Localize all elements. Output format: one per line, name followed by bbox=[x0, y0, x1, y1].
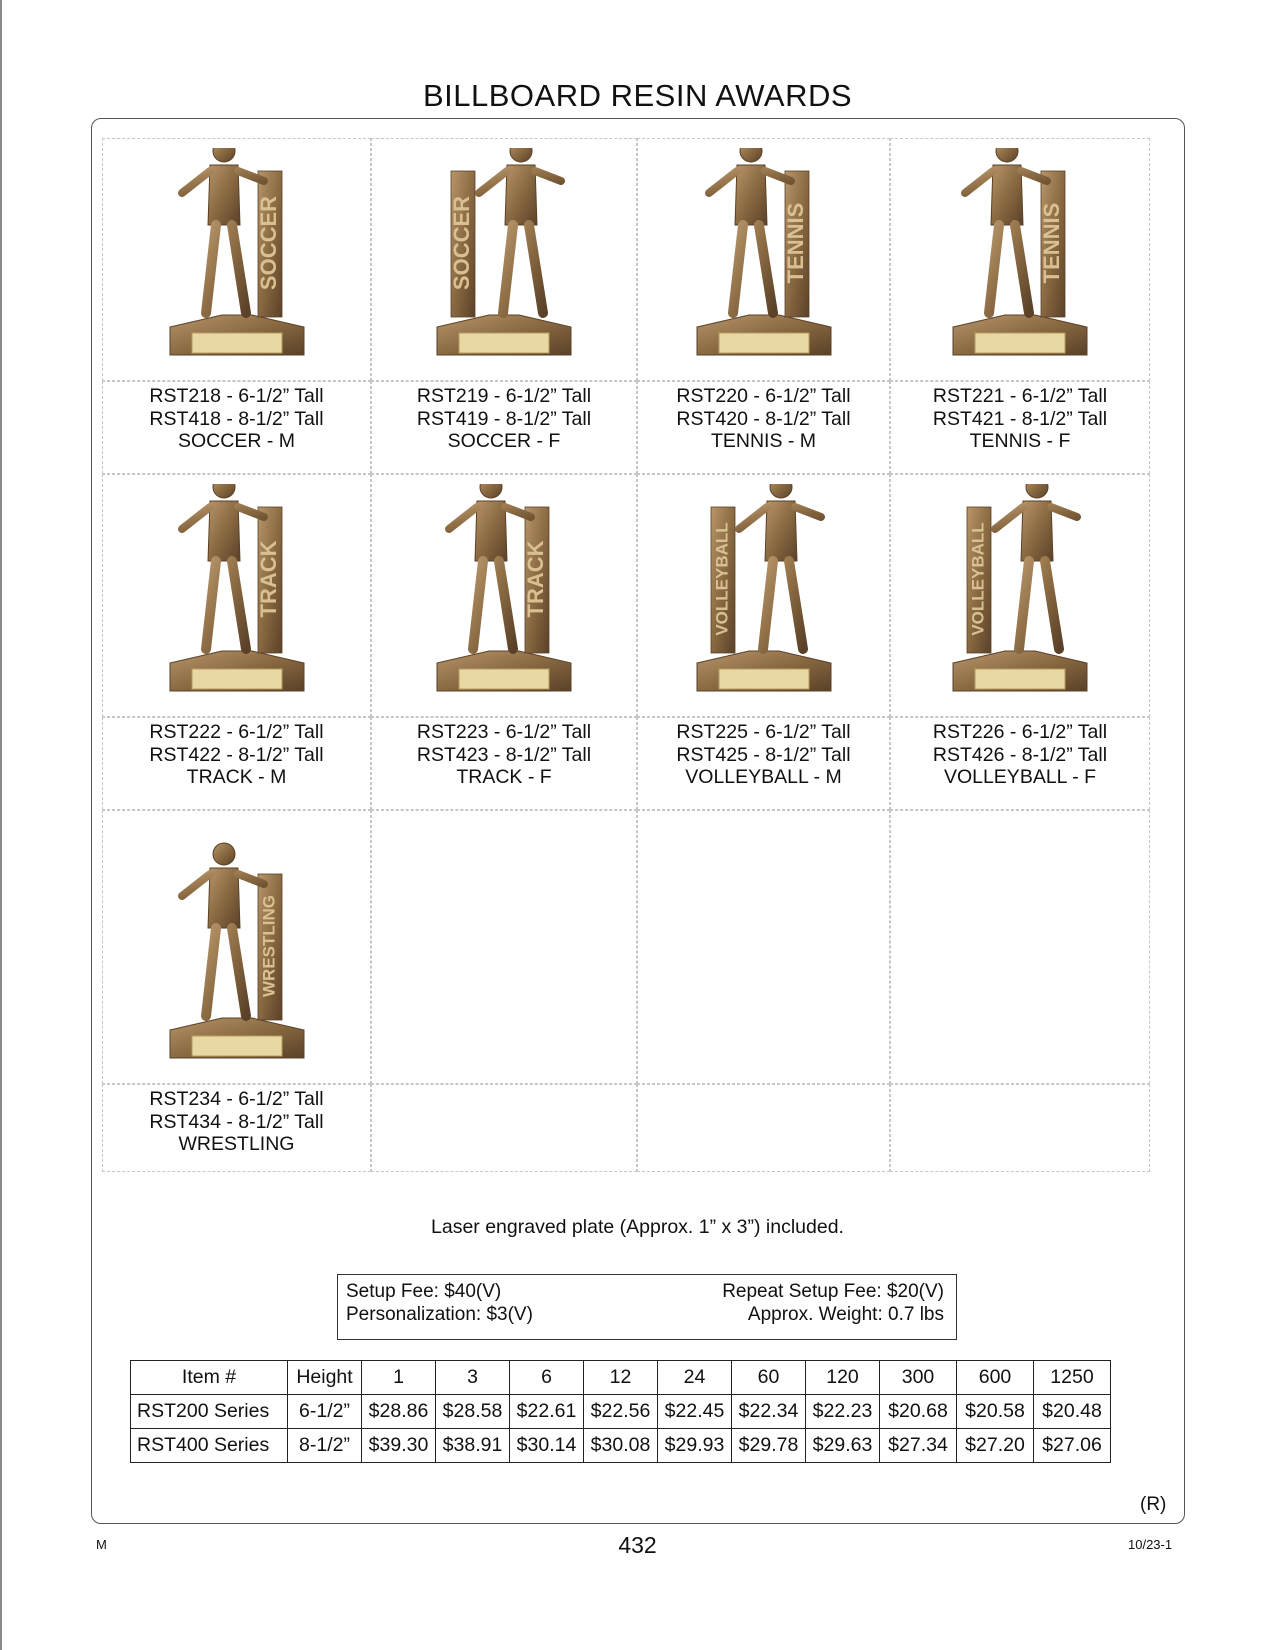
product-name: TRACK - F bbox=[456, 766, 552, 788]
product-caption-cell bbox=[890, 1084, 1150, 1172]
product-image-cell bbox=[637, 810, 890, 1084]
figure-legs bbox=[206, 225, 246, 313]
trophy-image bbox=[162, 484, 312, 703]
figure-legs bbox=[733, 225, 773, 313]
sport-word: VOLLEYBALL bbox=[711, 522, 731, 636]
product-sku-line: RST419 - 8-1/2” Tall bbox=[416, 407, 592, 430]
product-name: SOCCER - F bbox=[447, 430, 561, 452]
price-cell: $29.78 bbox=[732, 1429, 806, 1463]
price-cell: $22.45 bbox=[658, 1395, 732, 1429]
price-cell: $28.58 bbox=[436, 1395, 510, 1429]
product-sku-line: RST425 - 8-1/2” Tall bbox=[676, 743, 851, 766]
price-cell: $22.34 bbox=[732, 1395, 806, 1429]
pricing-row bbox=[131, 1429, 1111, 1463]
figure-legs bbox=[206, 561, 246, 649]
header-cell: 1250 bbox=[1034, 1361, 1111, 1395]
repeat-setup-fee: Repeat Setup Fee: $20(V) bbox=[722, 1281, 944, 1302]
product-name: SOCCER - M bbox=[178, 430, 295, 452]
product-caption bbox=[102, 385, 371, 453]
engraving-plate bbox=[192, 669, 282, 689]
trophy-image bbox=[689, 484, 839, 703]
price-cell: $22.56 bbox=[584, 1395, 658, 1429]
trophy-image bbox=[689, 148, 839, 367]
product-name: VOLLEYBALL - F bbox=[943, 766, 1097, 788]
plate-note: Laser engraved plate (Approx. 1” x 3”) included. bbox=[431, 1216, 844, 1238]
price-cell: $27.34 bbox=[880, 1429, 957, 1463]
pricing-table bbox=[130, 1360, 1111, 1463]
product-sku-line: RST234 - 6-1/2” Tall bbox=[149, 1088, 324, 1110]
sport-word: SOCCER bbox=[255, 195, 281, 291]
product-caption bbox=[371, 721, 637, 789]
product-sku-line: RST226 - 6-1/2” Tall bbox=[932, 721, 1108, 743]
registered-mark: (R) bbox=[1140, 1494, 1167, 1515]
product-caption bbox=[102, 721, 371, 789]
product-name: WRESTLING bbox=[178, 1133, 295, 1155]
sport-word: TENNIS bbox=[782, 202, 808, 284]
page-title: BILLBOARD RESIN AWARDS bbox=[422, 78, 853, 113]
product-image-cell bbox=[371, 810, 637, 1084]
header-cell: 6 bbox=[510, 1361, 584, 1395]
price-cell: $30.14 bbox=[510, 1429, 584, 1463]
price-cell: $22.23 bbox=[806, 1395, 880, 1429]
product-name: VOLLEYBALL - M bbox=[685, 766, 842, 788]
product-sku-line: RST421 - 8-1/2” Tall bbox=[932, 407, 1108, 430]
price-cell: $27.06 bbox=[1034, 1429, 1111, 1463]
pricing-row bbox=[131, 1395, 1111, 1429]
product-sku-line: RST418 - 8-1/2” Tall bbox=[149, 407, 324, 430]
header-cell: 600 bbox=[957, 1361, 1034, 1395]
price-cell: $38.91 bbox=[436, 1429, 510, 1463]
product-caption-cell bbox=[371, 1084, 637, 1172]
product-caption-cell bbox=[637, 1084, 890, 1172]
pricing-header-row bbox=[131, 1361, 1111, 1395]
setup-fee: Setup Fee: $40(V) bbox=[346, 1281, 502, 1302]
engraving-plate bbox=[719, 333, 809, 353]
sport-word: WRESTLING bbox=[258, 895, 278, 997]
product-caption bbox=[890, 385, 1150, 453]
product-sku-line: RST222 - 6-1/2” Tall bbox=[149, 721, 324, 743]
approx-weight: Approx. Weight: 0.7 lbs bbox=[747, 1303, 944, 1325]
header-cell: 120 bbox=[806, 1361, 880, 1395]
header-cell: 1 bbox=[362, 1361, 436, 1395]
header-cell: 12 bbox=[584, 1361, 658, 1395]
header-cell: Item # bbox=[131, 1361, 288, 1395]
product-sku-line: RST225 - 6-1/2” Tall bbox=[676, 721, 851, 743]
figure-body bbox=[208, 868, 240, 928]
price-cell: 6-1/2” bbox=[288, 1395, 362, 1429]
price-cell: $30.08 bbox=[584, 1429, 658, 1463]
figure-legs bbox=[1019, 561, 1059, 649]
page-number: 432 bbox=[618, 1532, 657, 1558]
personalization-fee: Personalization: $3(V) bbox=[346, 1303, 533, 1325]
product-image-cell bbox=[890, 810, 1150, 1084]
figure-head bbox=[213, 843, 235, 865]
sport-word: TRACK bbox=[255, 540, 281, 618]
trophy-image bbox=[429, 148, 579, 367]
product-caption bbox=[102, 1088, 371, 1156]
sport-word: VOLLEYBALL bbox=[968, 522, 988, 636]
product-sku-line: RST220 - 6-1/2” Tall bbox=[676, 385, 851, 407]
product-sku-line: RST218 - 6-1/2” Tall bbox=[149, 385, 324, 407]
price-cell: $20.48 bbox=[1034, 1395, 1111, 1429]
page-left-rule bbox=[0, 0, 2, 1650]
figure-head bbox=[213, 484, 235, 498]
price-cell: $27.20 bbox=[957, 1429, 1034, 1463]
trophy-image bbox=[945, 484, 1095, 703]
product-caption bbox=[637, 385, 890, 453]
engraving-plate bbox=[975, 333, 1065, 353]
product-caption bbox=[890, 721, 1150, 789]
header-cell: 300 bbox=[880, 1361, 957, 1395]
engraving-plate bbox=[192, 333, 282, 353]
sport-word: TRACK bbox=[522, 540, 548, 618]
revision-code: 10/23-1 bbox=[1128, 1537, 1173, 1552]
figure-head bbox=[996, 148, 1018, 162]
price-cell: $28.86 bbox=[362, 1395, 436, 1429]
product-name: TENNIS - F bbox=[969, 430, 1071, 452]
header-cell: 24 bbox=[658, 1361, 732, 1395]
product-sku-line: RST219 - 6-1/2” Tall bbox=[416, 385, 592, 407]
trophy-image bbox=[945, 148, 1095, 367]
figure-legs bbox=[473, 561, 513, 649]
price-cell: 8-1/2” bbox=[288, 1429, 362, 1463]
product-sku-line: RST420 - 8-1/2” Tall bbox=[676, 407, 851, 430]
product-sku-line: RST423 - 8-1/2” Tall bbox=[416, 743, 592, 766]
figure-head bbox=[480, 484, 502, 498]
engraving-plate bbox=[192, 1036, 282, 1056]
figure-legs bbox=[763, 561, 803, 649]
sport-word: SOCCER bbox=[448, 195, 474, 291]
footer-left: M bbox=[96, 1537, 107, 1552]
figure-head bbox=[510, 148, 532, 162]
trophy-image bbox=[162, 820, 312, 1070]
header-cell: 3 bbox=[436, 1361, 510, 1395]
engraving-plate bbox=[459, 333, 549, 353]
product-name: TRACK - M bbox=[186, 766, 287, 788]
trophy-image bbox=[429, 484, 579, 703]
figure-head bbox=[740, 148, 762, 162]
figure-head bbox=[770, 484, 792, 498]
engraving-plate bbox=[459, 669, 549, 689]
price-cell: RST400 Series bbox=[131, 1429, 288, 1463]
product-name: TENNIS - M bbox=[710, 430, 817, 452]
product-sku-line: RST223 - 6-1/2” Tall bbox=[416, 721, 592, 743]
product-sku-line: RST434 - 8-1/2” Tall bbox=[149, 1110, 324, 1133]
product-caption bbox=[637, 721, 890, 789]
price-cell: RST200 Series bbox=[131, 1395, 288, 1429]
fees-box bbox=[337, 1274, 957, 1340]
figure-body bbox=[991, 165, 1023, 225]
figure-head bbox=[1026, 484, 1048, 498]
price-cell: $20.58 bbox=[957, 1395, 1034, 1429]
product-sku-line: RST221 - 6-1/2” Tall bbox=[932, 385, 1108, 407]
figure-body bbox=[735, 165, 767, 225]
price-cell: $39.30 bbox=[362, 1429, 436, 1463]
figure-body bbox=[505, 165, 537, 225]
price-cell: $20.68 bbox=[880, 1395, 957, 1429]
figure-body bbox=[765, 501, 797, 561]
product-sku-line: RST422 - 8-1/2” Tall bbox=[149, 743, 324, 766]
figure-legs bbox=[989, 225, 1029, 313]
figure-body bbox=[208, 501, 240, 561]
product-caption bbox=[371, 385, 637, 453]
product-sku-line: RST426 - 8-1/2” Tall bbox=[932, 743, 1108, 766]
trophy-image bbox=[162, 148, 312, 367]
price-cell: $22.61 bbox=[510, 1395, 584, 1429]
figure-head bbox=[213, 148, 235, 162]
engraving-plate bbox=[975, 669, 1065, 689]
sport-word: TENNIS bbox=[1038, 202, 1064, 284]
header-cell: Height bbox=[288, 1361, 362, 1395]
engraving-plate bbox=[719, 669, 809, 689]
figure-body bbox=[1021, 501, 1053, 561]
price-cell: $29.63 bbox=[806, 1429, 880, 1463]
figure-body bbox=[475, 501, 507, 561]
figure-legs bbox=[503, 225, 543, 313]
figure-legs bbox=[206, 928, 246, 1016]
figure-body bbox=[208, 165, 240, 225]
header-cell: 60 bbox=[732, 1361, 806, 1395]
price-cell: $29.93 bbox=[658, 1429, 732, 1463]
